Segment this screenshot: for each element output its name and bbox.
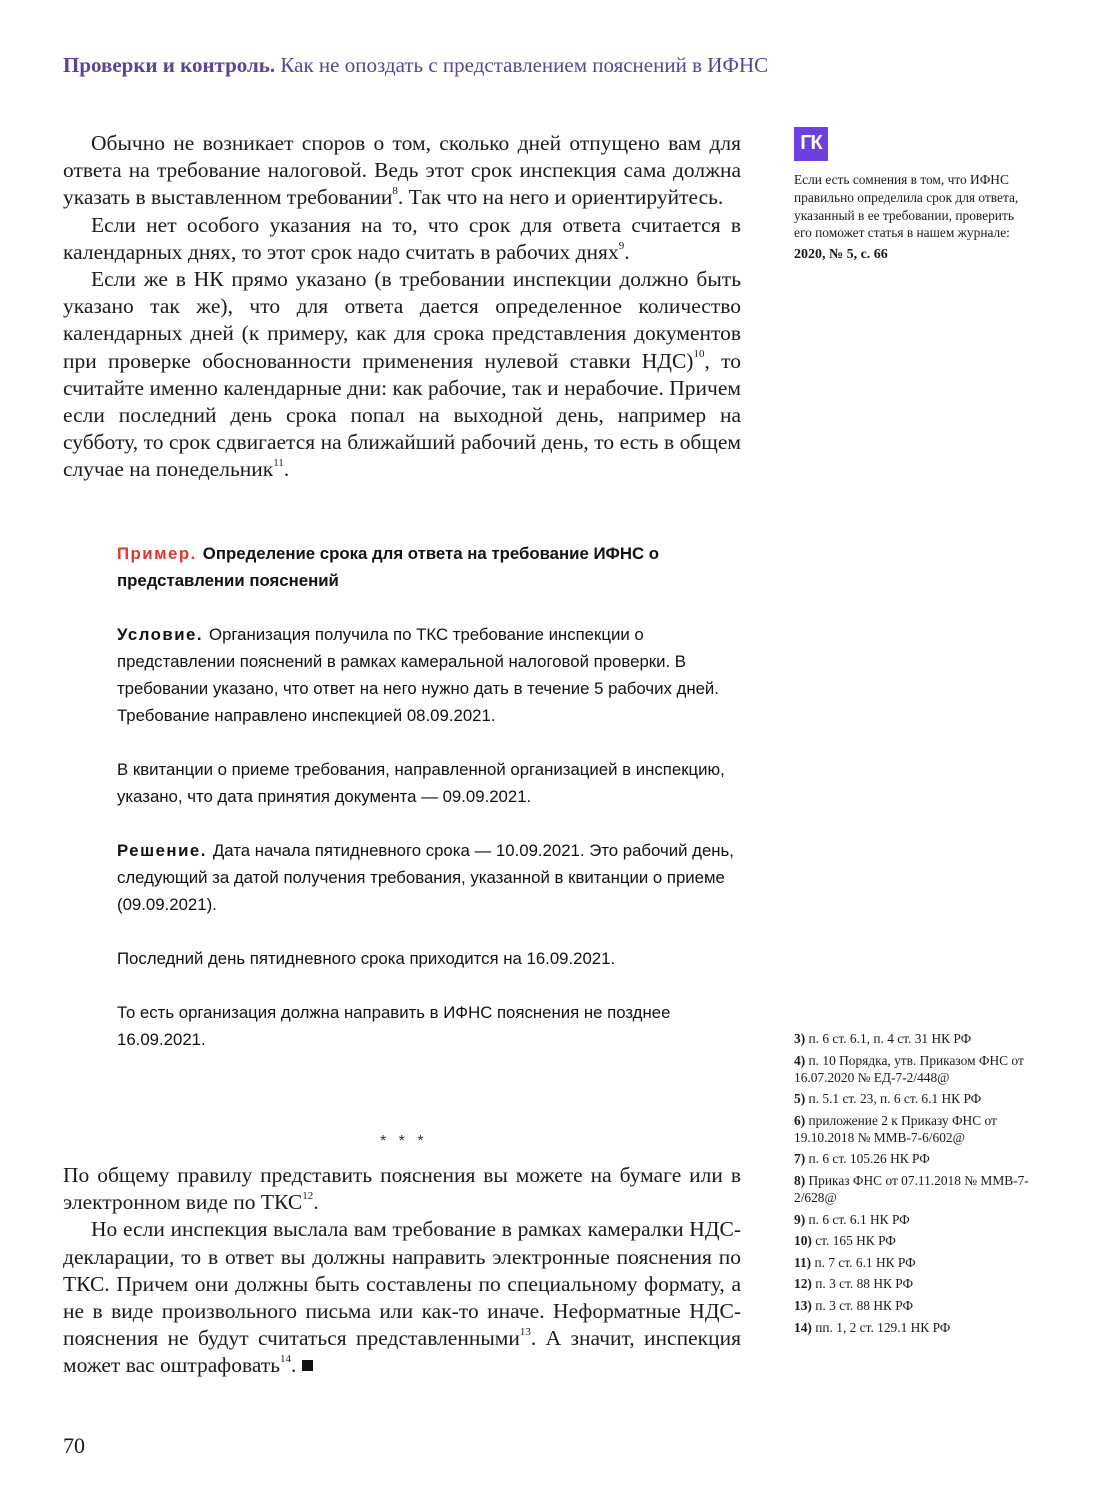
footnote: 3) п. 6 ст. 6.1, п. 4 ст. 31 НК РФ (794, 1031, 972, 1046)
running-header (63, 53, 768, 78)
section-title: Проверки и контроль. (63, 53, 276, 77)
body-text-top (63, 130, 741, 484)
example-receipt: В квитанции о приеме требования, направленной организацией в инспекцию, указано, что дата принятия документа — 09.09.2021. (117, 760, 725, 806)
example-box (117, 540, 742, 1080)
footnote-ref: 11 (273, 457, 284, 470)
example-conclusion: То есть организация должна направить в ИФНС пояснения не позднее 16.09.2021. (117, 1003, 671, 1049)
paragraph: Обычно не возникает споров о том, сколько дней отпущено вам для ответа на требование налоговой. Ведь этот срок инспекция сама должна указать в выставленном требовании$^8$. Так что на него и ориентируйтесь. (63, 131, 741, 210)
footnote: 5) п. 5.1 ст. 23, п. 6 ст. 6.1 НК РФ (794, 1091, 982, 1107)
footnote: 7) п. 6 ст. 105.26 НК РФ (794, 1151, 930, 1167)
example-solution: Решение. Дата начала пятидневного срока — 10.09.2021. Это рабочий день, следующий за датой получения требования, указанной в квитанции о приеме (09.09.2021). (117, 841, 734, 914)
example-last-day: Последний день пятидневного срока приходится на 16.09.2021. (117, 949, 616, 968)
footnote: 10) ст. 165 НК РФ (794, 1233, 896, 1249)
footnote-ref: 13 (519, 1326, 531, 1339)
sidebar-note-text: Если есть сомнения в том, что ИФНС правильно определила срок для ответа, указанный в ее требовании, проверить его поможет статья в нашем журнале: (794, 172, 1019, 241)
solution-label: Решение. (117, 841, 207, 860)
sidebar-note (794, 127, 1024, 264)
footnote: 14) пп. 1, 2 ст. 129.1 НК РФ (794, 1319, 951, 1335)
footnote: 9) п. 6 ст. 6.1 НК РФ (794, 1211, 910, 1227)
condition-label: Условие. (117, 625, 204, 644)
footnote-ref: 9 (618, 239, 625, 252)
footnote: 6) приложение 2 к Приказу ФНС от 19.10.2018 № ММВ-7-6/602@ (794, 1112, 997, 1145)
footnote: 11) п. 7 ст. 6.1 НК РФ (794, 1254, 916, 1270)
footnote: 13) п. 3 ст. 88 НК РФ (794, 1297, 914, 1313)
page-number: 70 (63, 1433, 85, 1458)
body-text-bottom (63, 1162, 741, 1380)
footnotes (794, 1030, 1034, 1340)
article-title: Как не опоздать с представлением пояснений в ИФНС (280, 53, 769, 77)
paragraph: Если же в НК прямо указано (в требовании инспекции должно быть указано так же), что для ответа дается определенное количество календарных дней (к примеру, как для срока представления документов при проверке обоснованности применения нулевой ставки НДС)$^{10}$, то считайте именно календарные дни: как рабочие, так и нерабочие. Причем если последний день срока попал на выходной день, например на субботу, то срок сдвигается на ближайший рабочий день, то есть в общем случае на понедельник$^{11}$. (63, 267, 741, 482)
footnote-ref: 14 (280, 1353, 292, 1366)
example-heading (117, 540, 742, 594)
footnote-ref: 12 (302, 1190, 314, 1203)
section-separator: * * * (380, 1133, 428, 1150)
gk-logo-icon: ГК (794, 127, 828, 161)
journal-reference: 2020, № 5, с. 66 (794, 247, 888, 263)
footnote: 4) п. 10 Порядка, утв. Приказом ФНС от 16.07.2020 № ЕД-7-2/448@ (794, 1052, 1024, 1085)
example-label: Пример. (117, 544, 197, 563)
paragraph: По общему правилу представить пояснения вы можете на бумаге или в электронном виде по ТКС$^{12}$. (63, 1163, 741, 1215)
end-of-article-icon (302, 1360, 313, 1371)
footnote-ref: 8 (392, 185, 398, 198)
paragraph: Если нет особого указания на то, что срок для ответа считается в календарных днях, то этот срок надо считать в рабочих днях$^9$. (63, 212, 741, 264)
footnote: 12) п. 3 ст. 88 НК РФ (794, 1276, 914, 1292)
paragraph: Но если инспекция выслала вам требование в рамках камералки НДС-декларации, то в ответ вы должны направить электронные пояснения по ТКС. Причем они должны быть составлены по специальному формату, а не в виде произвольного письма или как-то иначе. Неформатные НДС-пояснения не будут считаться представленными$^{13}$. А значит, инспекция может вас оштрафовать$^{14}$. (63, 1217, 741, 1378)
example-title: Определение срока для ответа на требование ИФНС о представлении пояснений (117, 544, 659, 590)
footnote-ref: 10 (693, 348, 705, 361)
example-condition: Условие. Организация получила по ТКС требование инспекции о представлении пояснений в рамках камеральной налоговой проверки. В требовании указано, что ответ на него нужно дать в течение 5 рабочих дней. Требование направлено инспекцией 08.09.2021. (117, 625, 719, 725)
footnote: 8) Приказ ФНС от 07.11.2018 № ММВ-7-2/628@ (794, 1172, 1029, 1205)
